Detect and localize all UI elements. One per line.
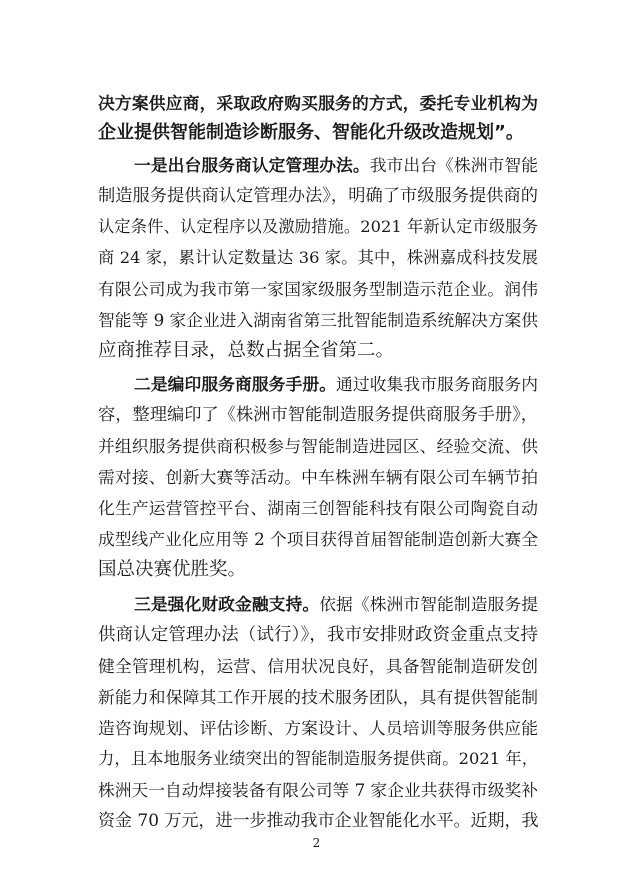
section1-first-line [134, 154, 538, 176]
section1-line-1: 制造服务提供商认定管理办法》，明确了市级服务提供商的 [98, 186, 538, 206]
section3-line-1: 供商认定管理办法（试行）》，我市安排财政资金重点支持 [98, 625, 538, 645]
section3-first-line-rest: 依据《株洲市智能制造服务提 [319, 594, 538, 614]
section2-line-5: 成型线产业化应用等 2 个项目获得首届智能制造创新大赛全 [98, 529, 539, 549]
section3-line-4: 造咨询规划、评估诊断、方案设计、人员培训等服务供应能 [98, 718, 538, 738]
section2-line-4: 化生产运营管控平台、湖南三创智能科技有限公司陶瓷自动 [98, 498, 538, 518]
section3-line-5: 力，且本地服务业绩突出的智能制造服务提供商。2021 年， [98, 749, 538, 768]
section2-line-3: 需对接、创新大赛等活动。中车株洲车辆有限公司车辆节拍 [98, 467, 538, 487]
section2-line-2: 并组织服务提供商积极参与智能制造进园区、经验交流、供 [98, 436, 538, 456]
section1-heading: 一是出台服务商认定管理办法。 [134, 155, 370, 175]
section3-heading: 三是强化财政金融支持。 [134, 594, 320, 614]
section2-first-line-rest: 通过收集我市服务商服务内 [336, 374, 538, 394]
section2-first-line [134, 373, 538, 395]
section3-line-3: 新能力和保障其工作开展的技术服务团队，具有提供智能制 [98, 687, 538, 707]
section2-heading: 二是编印服务商服务手册。 [134, 374, 337, 394]
section1-line-3: 商 24 家，累计认定数量达 36 家。其中，株洲嘉成科技发展 [98, 248, 538, 267]
section1-line-5: 智能等 9 家企业进入湖南省第三批智能制造系统解决方案供 [98, 310, 539, 330]
section2-line-1: 容，整理编印了《株洲市智能制造服务提供商服务手册》， [98, 405, 538, 425]
section1-line-6: 应商推荐目录，总数占据全省第二。 [98, 340, 395, 361]
intro-line-1: 决方案供应商，采取政府购买服务的方式，委托专业机构为 [98, 93, 538, 113]
section3-line-6: 株洲天一自动焊接装备有限公司等 7 家企业共获得市级奖补 [98, 780, 539, 800]
section3-line-2: 健全管理机构，运营、信用状况良好，具备智能制造研发创 [98, 656, 538, 676]
page-number: 2 [312, 836, 321, 850]
section3-first-line [134, 593, 538, 615]
section1-line-4: 有限公司成为我市第一家国家级服务型制造示范企业。润伟 [98, 279, 538, 299]
section2-line-6: 国总决赛优胜奖。 [98, 559, 247, 580]
section3-line-7: 资金 70 万元，进一步推动我市企业智能化水平。近期，我 [98, 811, 539, 831]
intro-line-2: 企业提供智能制造诊断服务、智能化升级改造规划”。 [98, 122, 524, 143]
section1-first-line-rest: 我市出台《株洲市智能 [369, 155, 538, 175]
section1-line-2: 认定条件、认定程序以及激励措施。2021 年新认定市级服务 [98, 217, 538, 236]
